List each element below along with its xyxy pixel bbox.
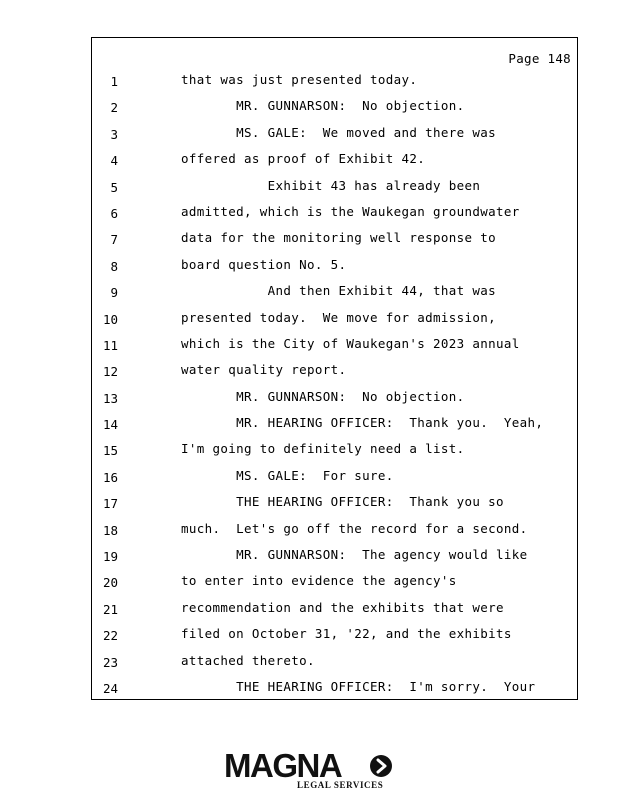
line-number: 23 xyxy=(102,654,118,670)
line-number: 14 xyxy=(102,417,118,433)
transcript-line xyxy=(92,336,577,362)
line-text: which is the City of Waukegan's 2023 annual xyxy=(181,335,520,351)
line-text: that was just presented today. xyxy=(181,72,418,87)
line-number: 3 xyxy=(110,126,118,142)
line-text: data for the monitoring well response to xyxy=(181,230,497,246)
line-text: filed on October 31, '22, and the exhibits xyxy=(181,626,512,642)
line-text: to enter into evidence the agency's xyxy=(181,573,457,589)
line-number: 8 xyxy=(110,258,118,274)
transcript-line xyxy=(92,98,577,124)
transcript-line xyxy=(92,257,577,283)
line-number: 24 xyxy=(102,680,118,696)
line-number: 9 xyxy=(110,285,118,301)
line-text: MR. HEARING OFFICER: Thank you. Yeah, xyxy=(181,415,544,431)
line-text: MS. GALE: We moved and there was xyxy=(181,124,497,140)
transcript-line xyxy=(92,441,577,467)
line-number: 16 xyxy=(102,469,118,485)
transcript-line xyxy=(92,679,577,705)
line-text: THE HEARING OFFICER: I'm sorry. Your xyxy=(181,678,536,694)
line-number: 18 xyxy=(102,522,118,538)
line-text: admitted, which is the Waukegan groundwater xyxy=(181,203,520,219)
line-text: much. Let's go off the record for a second. xyxy=(181,520,528,536)
logo-subtitle: LEGAL SERVICES xyxy=(297,780,384,790)
logo-wordmark: MAGNA xyxy=(224,747,342,784)
line-number: 5 xyxy=(110,179,118,195)
transcript-page xyxy=(91,37,578,700)
transcript-line xyxy=(92,653,577,679)
line-text: water quality report. xyxy=(181,362,347,378)
line-text: MS. GALE: For sure. xyxy=(181,467,394,483)
transcript-line xyxy=(92,468,577,494)
line-number: 10 xyxy=(102,311,118,327)
transcript-line xyxy=(92,626,577,652)
line-number: 21 xyxy=(102,601,118,617)
transcript-line xyxy=(92,573,577,599)
line-text: And then Exhibit 44, that was xyxy=(181,283,497,299)
line-number: 19 xyxy=(102,549,118,565)
line-text: offered as proof of Exhibit 42. xyxy=(181,151,426,167)
transcript-line xyxy=(92,230,577,256)
page-number: Page 148 xyxy=(508,51,571,66)
line-text: Exhibit 43 has already been xyxy=(181,177,481,193)
transcript-line xyxy=(92,125,577,151)
transcript-line xyxy=(92,362,577,388)
magna-logo xyxy=(224,748,396,793)
line-number: 7 xyxy=(110,232,118,248)
transcript-line xyxy=(92,415,577,441)
transcript-line xyxy=(92,178,577,204)
line-text: board question No. 5. xyxy=(181,256,347,272)
line-text: MR. GUNNARSON: No objection. xyxy=(181,388,465,404)
transcript-line xyxy=(92,547,577,573)
transcript-line xyxy=(92,494,577,520)
transcript-line xyxy=(92,72,577,98)
line-number: 4 xyxy=(110,153,118,169)
line-text: recommendation and the exhibits that were xyxy=(181,599,504,615)
line-number: 12 xyxy=(102,364,118,380)
transcript-line xyxy=(92,310,577,336)
line-text: I'm going to definitely need a list. xyxy=(181,441,465,457)
transcript-lines xyxy=(92,72,577,705)
line-number: 6 xyxy=(110,205,118,221)
line-number: 22 xyxy=(102,628,118,644)
line-number: 13 xyxy=(102,390,118,406)
transcript-line xyxy=(92,283,577,309)
line-number: 15 xyxy=(102,443,118,459)
transcript-line xyxy=(92,204,577,230)
chevron-right-icon xyxy=(370,755,392,777)
line-text: THE HEARING OFFICER: Thank you so xyxy=(181,494,504,510)
line-number: 17 xyxy=(102,496,118,512)
line-text: MR. GUNNARSON: No objection. xyxy=(181,98,465,114)
line-number: 11 xyxy=(102,337,118,353)
transcript-line xyxy=(92,600,577,626)
line-number: 2 xyxy=(110,100,118,116)
transcript-line xyxy=(92,389,577,415)
line-number: 1 xyxy=(110,74,118,89)
line-text: MR. GUNNARSON: The agency would like xyxy=(181,547,528,563)
line-text: attached thereto. xyxy=(181,652,315,668)
line-number: 20 xyxy=(102,575,118,591)
transcript-line xyxy=(92,521,577,547)
transcript-line xyxy=(92,151,577,177)
line-text: presented today. We move for admission, xyxy=(181,309,497,325)
